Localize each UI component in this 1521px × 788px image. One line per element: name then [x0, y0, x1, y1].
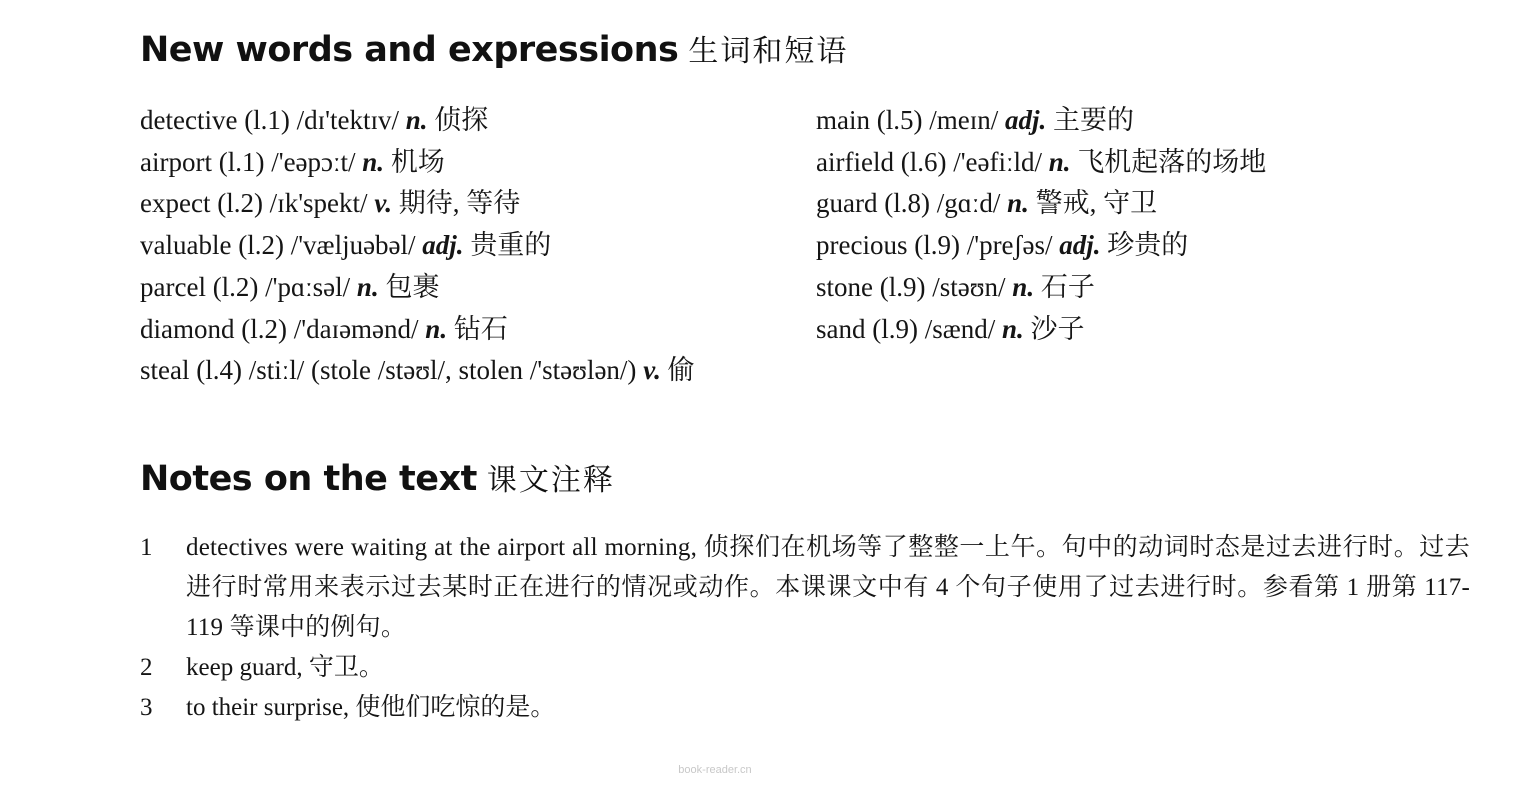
vocab-pos: v.	[643, 355, 661, 386]
vocab-entry	[816, 142, 1266, 184]
vocab-column-right	[816, 100, 1266, 350]
vocab-meaning: 侦探	[434, 105, 489, 135]
note-text: detectives were waiting at the airport all morning, 侦探们在机场等了整整一上午。句中的动词时态是过去进行时。过去进行时常用来表示过去某时正在进行的情况或动作。本课课文中有 4 个句子使用了过去进行时。参看第 1 册第 117-119 等课中的例句。	[186, 534, 1470, 641]
vocab-head: airport (l.1) /'eəpɔːt/	[140, 146, 356, 177]
notes-heading	[140, 455, 615, 499]
vocab-pos: n.	[356, 271, 379, 302]
vocab-pos: n.	[1007, 188, 1029, 219]
vocab-entry	[816, 267, 1266, 309]
vocab-meaning: 沙子	[1030, 313, 1085, 344]
note-item	[140, 688, 1470, 728]
vocab-head: sand (l.9) /sænd/	[816, 313, 996, 344]
vocab-head: airfield (l.6) /'eəfiːld/	[816, 146, 1043, 177]
note-text: to their surprise, 使他们吃惊的是。	[186, 694, 556, 721]
vocab-head: precious (l.9) /'preʃəs/	[816, 230, 1053, 261]
vocab-entry	[816, 183, 1266, 225]
vocab-pos: n.	[405, 105, 428, 135]
vocab-head: diamond (l.2) /'daɪəmənd/	[140, 313, 419, 344]
vocab-head: main (l.5) /meɪn/	[816, 105, 999, 135]
vocab-column-left	[140, 100, 695, 392]
vocab-head: stone (l.9) /stəʊn/	[816, 271, 1006, 302]
vocab-entry	[140, 183, 695, 225]
notes-list	[140, 528, 1470, 728]
vocab-entry	[140, 142, 695, 184]
note-number: 2	[140, 654, 153, 681]
vocab-meaning: 石子	[1040, 271, 1095, 302]
vocab-pos: n.	[1002, 313, 1024, 344]
new-words-heading-en: New words and expressions	[140, 30, 679, 70]
vocab-meaning: 偷	[667, 355, 695, 386]
vocab-pos: n.	[1012, 271, 1035, 302]
vocab-entry	[816, 309, 1266, 351]
vocab-entry	[816, 225, 1266, 267]
vocab-pos: n.	[1048, 146, 1071, 177]
vocab-pos: adj.	[1059, 230, 1101, 261]
vocab-meaning: 包裹	[385, 271, 440, 302]
vocab-meaning: 期待, 等待	[398, 188, 521, 219]
new-words-heading	[140, 26, 848, 70]
vocab-head: parcel (l.2) /'pɑːsəl/	[140, 271, 351, 302]
vocab-meaning: 贵重的	[470, 230, 552, 261]
vocab-entry	[140, 267, 695, 309]
vocab-pos: adj.	[1004, 105, 1047, 135]
vocab-head: expect (l.2) /ɪk'spekt/	[140, 188, 368, 219]
vocab-head: guard (l.8) /gɑːd/	[816, 188, 1001, 219]
new-words-heading-zh: 生词和短语	[688, 34, 849, 69]
vocab-pos: adj.	[422, 230, 464, 261]
vocab-meaning: 珍贵的	[1107, 230, 1189, 261]
vocab-meaning: 飞机起落的场地	[1077, 146, 1267, 177]
note-item	[140, 528, 1470, 648]
vocab-entry	[816, 100, 1266, 142]
vocab-entry	[140, 350, 695, 392]
vocab-entry	[140, 100, 695, 142]
vocab-meaning: 警戒, 守卫	[1035, 188, 1158, 219]
notes-heading-zh: 课文注释	[486, 463, 615, 498]
notes-heading-en: Notes on the text	[140, 459, 477, 499]
vocab-pos: v.	[374, 188, 393, 219]
vocab-pos: n.	[362, 146, 385, 177]
vocab-entry	[140, 225, 695, 267]
vocab-meaning: 钻石	[453, 313, 508, 344]
vocab-head: valuable (l.2) /'væljuəbəl/	[140, 230, 416, 261]
vocab-head: steal (l.4) /stiːl/ (stole /stəʊl/, stolen /'stəʊlən/)	[140, 355, 637, 386]
vocab-entry	[140, 309, 695, 351]
note-text: keep guard, 守卫。	[186, 654, 384, 681]
note-number: 1	[140, 534, 153, 561]
watermark-footer: book-reader.cn	[678, 764, 752, 776]
vocab-head: detective (l.1) /dɪ'tektɪv/	[140, 105, 400, 135]
vocab-meaning: 机场	[390, 146, 445, 177]
note-number: 3	[140, 694, 153, 721]
vocab-meaning: 主要的	[1052, 105, 1134, 135]
vocab-pos: n.	[425, 313, 448, 344]
note-item	[140, 648, 1470, 688]
